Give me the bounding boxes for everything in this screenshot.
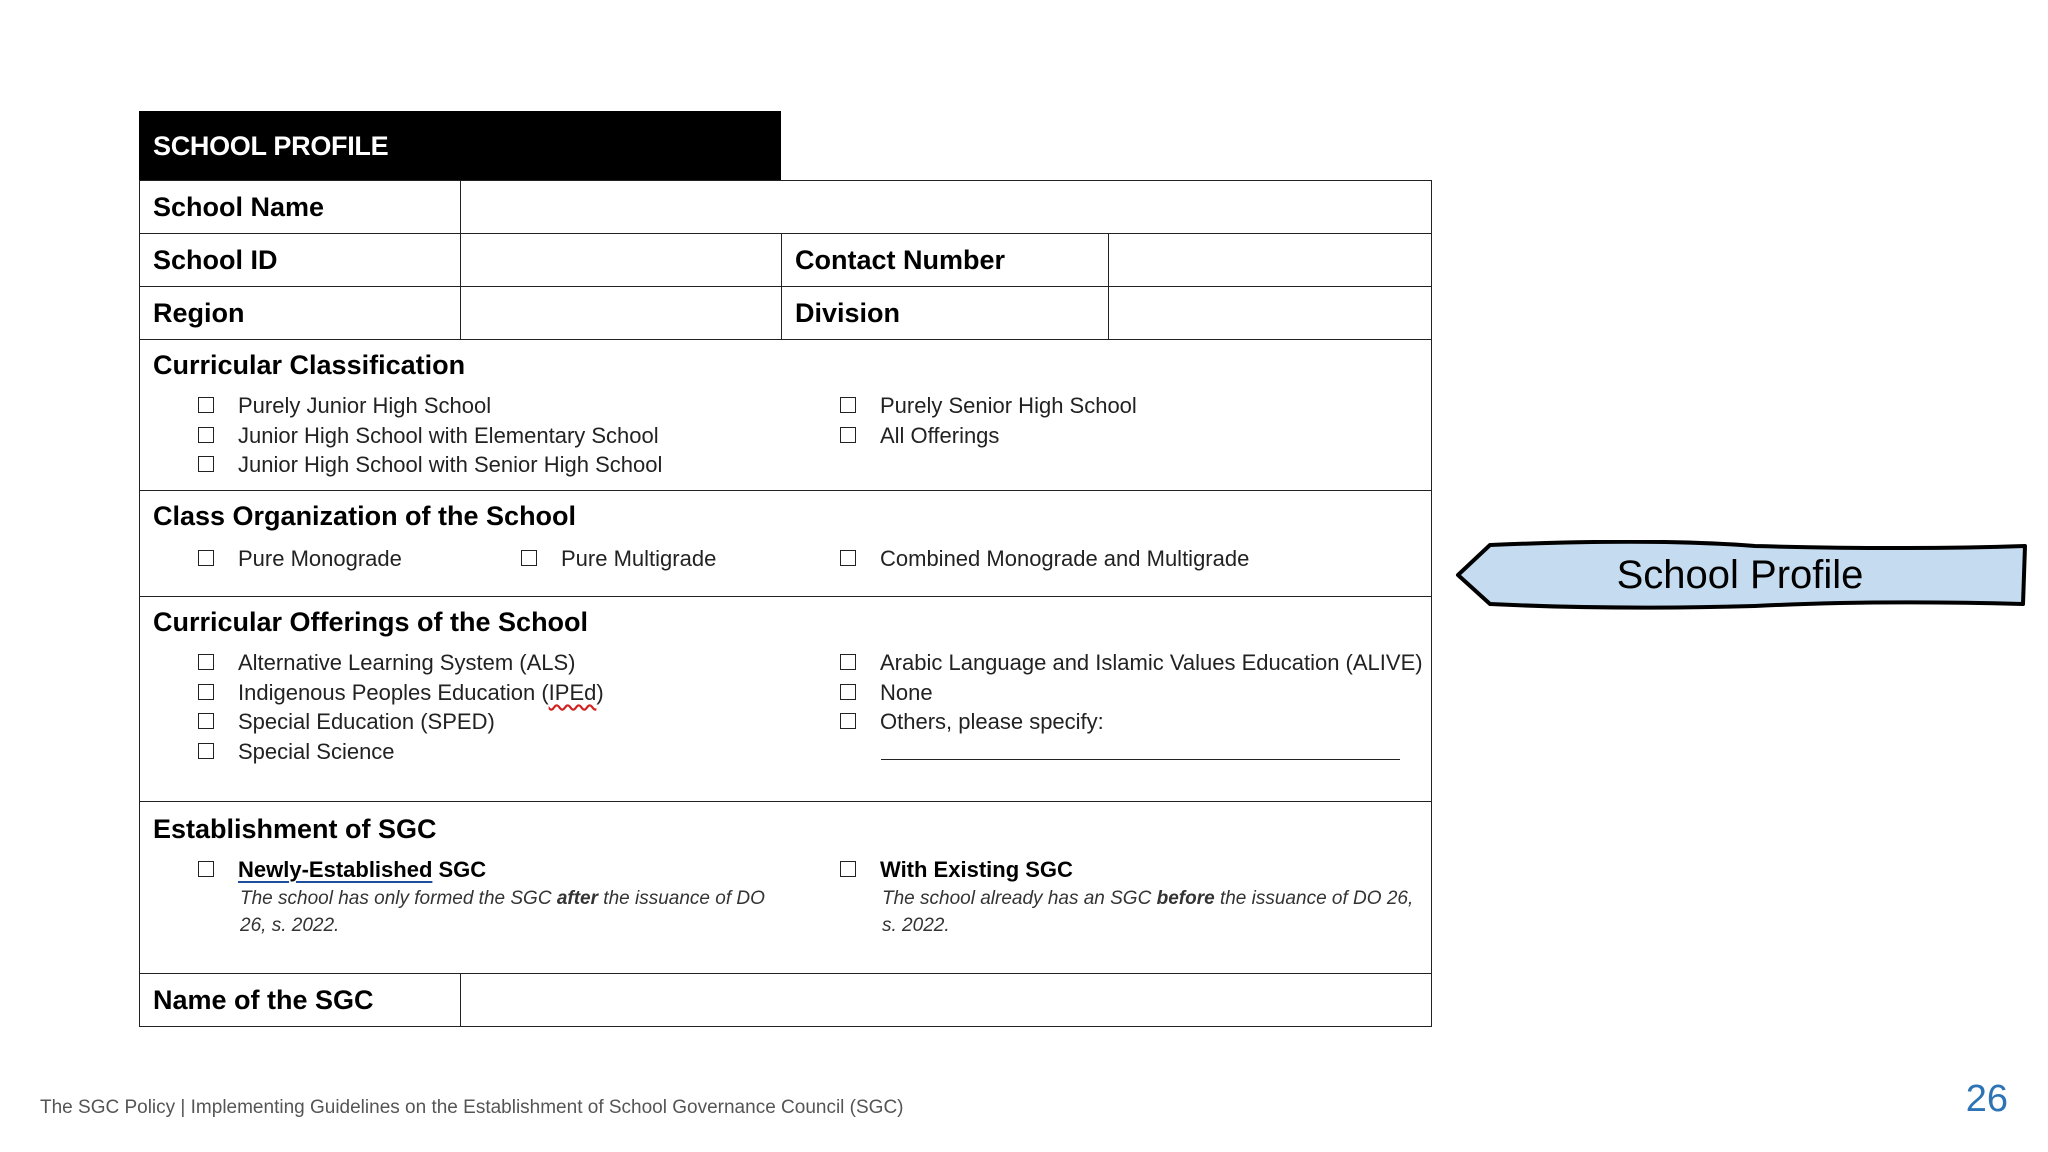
checkbox[interactable] (198, 550, 214, 566)
option-newly-established[interactable]: Newly-Established SGC (198, 857, 486, 883)
establishment-section (139, 802, 1432, 974)
region-label: Region (153, 297, 245, 328)
school-id-row (139, 234, 1432, 287)
curricular-offerings-section (139, 597, 1432, 802)
contact-number-label: Contact Number (795, 244, 1006, 275)
option-none[interactable]: None (840, 680, 933, 706)
curricular-offerings-title: Curricular Offerings of the School (153, 607, 589, 637)
option-pure-monograde[interactable]: Pure Monograde (198, 546, 402, 572)
option-purely-shs[interactable]: Purely Senior High School (840, 393, 1137, 419)
name-of-sgc-field[interactable] (462, 974, 1431, 1026)
option-with-existing[interactable]: With Existing SGC (840, 857, 1073, 883)
option-iped[interactable]: Indigenous Peoples Education (IPEd) (198, 680, 604, 706)
checkbox[interactable] (198, 684, 214, 700)
option-special-science[interactable]: Special Science (198, 739, 395, 765)
school-profile-form (139, 180, 1432, 1027)
school-name-label: School Name (153, 191, 325, 222)
option-sped[interactable]: Special Education (SPED) (198, 709, 495, 735)
checkbox[interactable] (198, 743, 214, 759)
checkbox[interactable] (840, 427, 856, 443)
form-header-title: SCHOOL PROFILE (153, 130, 389, 161)
school-name-field[interactable] (462, 181, 1431, 233)
checkbox[interactable] (840, 550, 856, 566)
school-id-label: School ID (153, 244, 278, 275)
checkbox[interactable] (198, 397, 214, 413)
page-number: 26 (1965, 1078, 2008, 1120)
checkbox[interactable] (198, 456, 214, 472)
option-jhs-with-elementary[interactable]: Junior High School with Elementary School (198, 423, 659, 449)
checkbox[interactable] (198, 861, 214, 877)
class-organization-title: Class Organization of the School (153, 501, 577, 531)
division-field[interactable] (1110, 287, 1431, 339)
name-of-sgc-label: Name of the SGC (153, 984, 374, 1015)
option-alive[interactable]: Arabic Language and Islamic Values Education (ALIVE) (840, 650, 1423, 676)
checkbox[interactable] (198, 713, 214, 729)
checkbox[interactable] (840, 654, 856, 670)
footer-text: The SGC Policy | Implementing Guidelines on the Establishment of School Governance Council (SGC) (40, 1097, 904, 1118)
division-label: Division (795, 297, 901, 328)
school-name-row (139, 180, 1432, 234)
name-of-sgc-row (139, 974, 1432, 1027)
checkbox[interactable] (198, 654, 214, 670)
option-others[interactable]: Others, please specify: (840, 709, 1104, 735)
checkbox[interactable] (840, 861, 856, 877)
option-jhs-with-shs[interactable]: Junior High School with Senior High School (198, 452, 662, 478)
school-id-field[interactable] (462, 234, 781, 286)
form-header (139, 111, 781, 181)
establishment-title: Establishment of SGC (153, 814, 437, 844)
region-row (139, 287, 1432, 340)
others-specify-line[interactable] (881, 759, 1400, 760)
with-existing-description: The school already has an SGC before the issuance of DO 26, s. 2022. (882, 888, 1414, 936)
option-purely-jhs[interactable]: Purely Junior High School (198, 393, 491, 419)
option-combined[interactable]: Combined Monograde and Multigrade (840, 546, 1249, 572)
option-pure-multigrade[interactable]: Pure Multigrade (521, 546, 716, 572)
checkbox[interactable] (521, 550, 537, 566)
contact-number-field[interactable] (1110, 234, 1431, 286)
class-organization-section (139, 491, 1432, 597)
option-als[interactable]: Alternative Learning System (ALS) (198, 650, 576, 676)
checkbox[interactable] (840, 397, 856, 413)
newly-established-description: The school has only formed the SGC after the issuance of DO 26, s. 2022. (240, 888, 765, 936)
region-field[interactable] (462, 287, 781, 339)
callout-label: School Profile (1616, 552, 1864, 597)
curricular-classification-section (139, 340, 1432, 491)
checkbox[interactable] (198, 427, 214, 443)
checkbox[interactable] (840, 684, 856, 700)
option-all-offerings[interactable]: All Offerings (840, 423, 999, 449)
checkbox[interactable] (840, 713, 856, 729)
curricular-classification-title: Curricular Classification (153, 350, 466, 380)
